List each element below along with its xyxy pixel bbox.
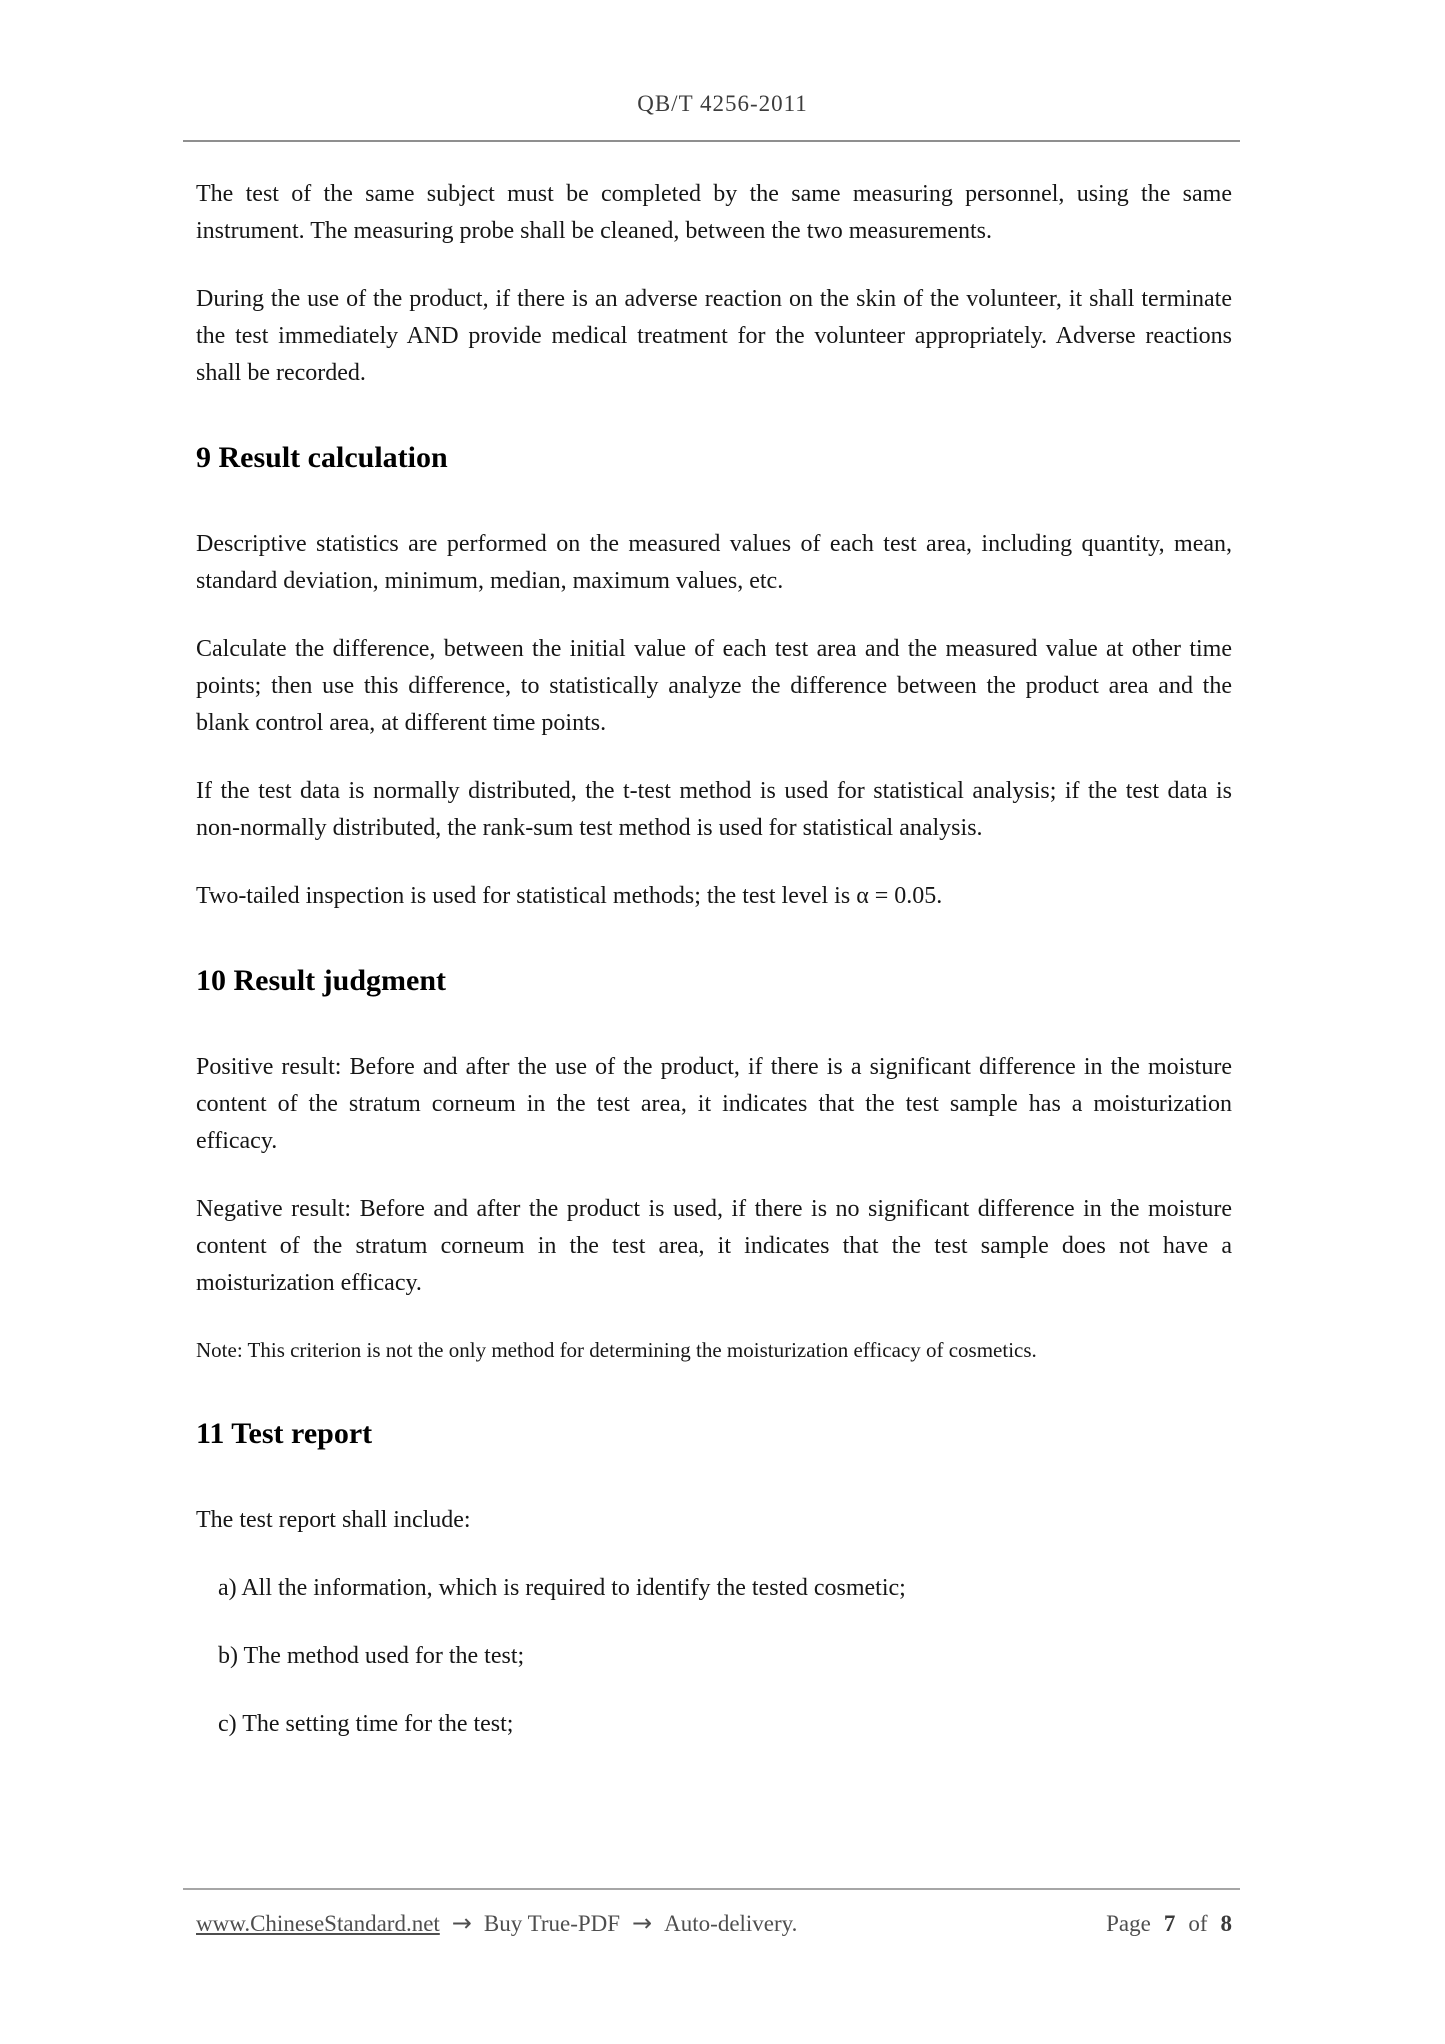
paragraph-statistical-tests: If the test data is normally distributed, the t-test method is used for statistical analysis; if the test data is non-normally distributed, the rank-sum test method is used for statistical analysis. (196, 778, 1232, 841)
paragraph-report-shall-include: The test report shall include: (196, 1507, 471, 1533)
paragraph-descriptive-statistics: Descriptive statistics are performed on the measured values of each test area, including quantity, mean, standard deviation, minimum, median, maximum values, etc. (196, 531, 1232, 594)
footer-source-line (196, 1906, 797, 1941)
list-item-c-setting-time: c) The setting time for the test; (218, 1711, 514, 1737)
paragraph-positive-result: Positive result: Before and after the use of the product, if there is a significant difference in the moisture content of the stratum corneum in the test area, it indicates that the test sample has a moisturization efficacy. (196, 1054, 1232, 1154)
page-indicator (1106, 1907, 1232, 1941)
total-page-number: 8 (1220, 1911, 1232, 1936)
section-heading-result-calculation: 9 Result calculation (196, 441, 448, 474)
page-footer (196, 1906, 1232, 1941)
list-item-b-method: b) The method used for the test; (218, 1643, 525, 1669)
section-heading-test-report: 11 Test report (196, 1417, 373, 1450)
paragraph-same-subject: The test of the same subject must be completed by the same measuring personnel, using the same instrument. The measuring probe shall be cleaned, between the two measurements. (196, 181, 1232, 244)
current-page-number: 7 (1163, 1911, 1176, 1936)
right-arrow-icon: → (451, 1909, 472, 1937)
section-heading-result-judgment: 10 Result judgment (196, 964, 447, 997)
document-body (196, 176, 1232, 1743)
page-word: Page (1106, 1911, 1151, 1936)
chinesestandard-link[interactable]: www.ChineseStandard.net (196, 1911, 440, 1936)
footer-divider (183, 1888, 1240, 1890)
note-criterion: Note: This criterion is not the only method for determining the moisturization efficacy of cosmetics. (196, 1338, 1037, 1362)
paragraph-two-tailed-inspection: Two-tailed inspection is used for statistical methods; the test level is α = 0.05. (196, 883, 943, 909)
header-divider (183, 140, 1240, 142)
document-standard-number: QB/T 4256-2011 (637, 91, 808, 116)
right-arrow-icon: → (632, 1909, 653, 1937)
footer-delivery-text: Auto-delivery. (664, 1911, 798, 1936)
footer-buy-text: Buy True-PDF (483, 1911, 621, 1936)
list-item-a-identification: a) All the information, which is required to identify the tested cosmetic; (218, 1575, 906, 1601)
of-word: of (1188, 1911, 1208, 1936)
paragraph-negative-result: Negative result: Before and after the product is used, if there is no significant difference in the moisture content of the stratum corneum in the test area, it indicates that the test sample does not have a moisturization efficacy. (196, 1196, 1232, 1296)
paragraph-calculate-difference: Calculate the difference, between the initial value of each test area and the measured value at other time points; then use this difference, to statistically analyze the difference between the product area and the blank control area, at different time points. (196, 636, 1232, 736)
paragraph-adverse-reaction: During the use of the product, if there is an adverse reaction on the skin of the volunteer, it shall terminate the test immediately AND provide medical treatment for the volunteer appropriately. Adverse reactions shall be recorded. (196, 286, 1232, 386)
